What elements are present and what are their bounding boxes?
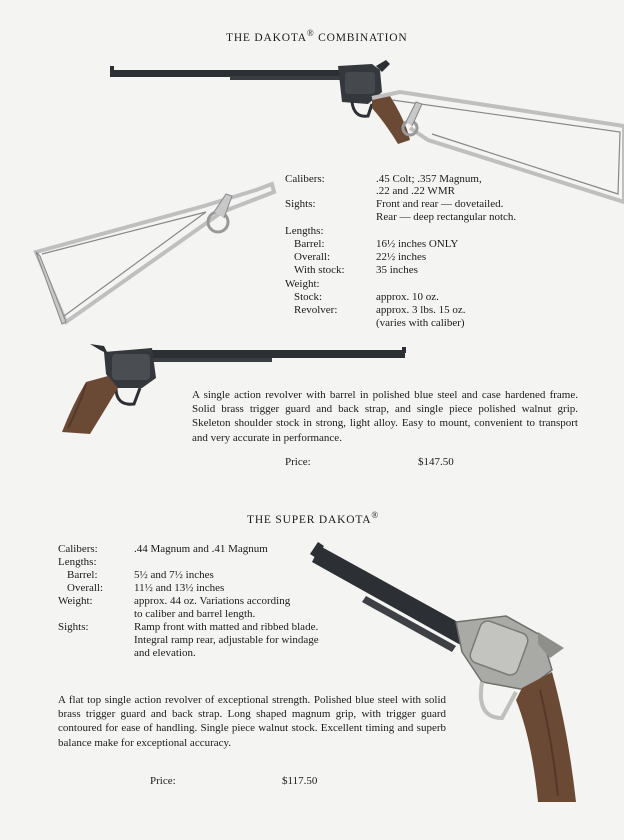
super-dakota-description: A flat top single action revolver of exceptional strength. Polished blue steel with solid brass trigger guard and back strap. Long shaped magnum grip, with trigger guard contoured for ease of handling. Single piece walnut stock. Excellent timing and superb balance make for exceptional accuracy. [58,694,446,749]
sights-value-cont: Integral ramp rear, adjustable for windage [134,634,319,646]
title-suffix: COMBINATION [314,31,408,44]
with-stock-label: With stock: [294,264,345,276]
revolver-weight-value: approx. 3 lbs. 15 oz. [376,304,466,316]
sights-value-cont-2: and elevation. [134,647,196,659]
title-text: THE DAKOTA [226,31,307,44]
overall-label: Overall: [294,251,331,263]
calibers-value: .44 Magnum and .41 Magnum [134,543,268,555]
overall-value: 11½ and 13½ inches [134,582,225,594]
dakota-combination-specs [285,173,585,333]
lengths-label: Lengths: [285,225,324,237]
calibers-label: Calibers: [285,173,325,185]
dakota-combination-price-value: $147.50 [418,456,454,468]
weight-value-cont: to caliber and barrel length. [134,608,256,620]
overall-value: 22½ inches [376,251,427,263]
with-stock-value: 35 inches [376,264,418,276]
stock-weight-value: approx. 10 oz. [376,291,439,303]
revolver-weight-note: (varies with caliber) [376,317,465,329]
weight-value: approx. 44 oz. Variations according [134,595,291,607]
lengths-label: Lengths: [58,556,97,568]
barrel-label: Barrel: [67,569,98,581]
super-dakota-price-label: Price: [150,775,176,787]
sights-value-cont: Rear — deep rectangular notch. [376,211,517,223]
super-dakota-title [247,510,379,526]
weight-label: Weight: [285,278,320,290]
sights-value: Front and rear — dovetailed. [376,198,504,210]
revolver-weight-label: Revolver: [294,304,338,316]
title-text: THE SUPER DAKOTA [247,513,372,526]
dakota-combination-price-label: Price: [285,456,311,468]
barrel-value: 5½ and 7½ inches [134,569,214,581]
registered-mark: ® [371,510,379,520]
stock-weight-label: Stock: [294,291,323,303]
barrel-value: 16½ inches ONLY [376,238,459,250]
sights-label: Sights: [58,621,89,633]
sights-value: Ramp front with matted and ribbed blade. [134,621,319,633]
dakota-combination-title [226,28,407,44]
dakota-combination-description: A single action revolver with barrel in polished blue steel and case hardened frame. Solid brass trigger guard and back strap, and single piece polished walnut grip. Skeleton shoulder stock in strong, light alloy. Easy to mount, convenient to transport and very accurate in performance. [192,389,578,444]
calibers-value: .45 Colt; .357 Magnum, [376,173,482,185]
calibers-label: Calibers: [58,543,98,555]
calibers-value-cont: .22 and .22 WMR [376,185,455,197]
weight-label: Weight: [58,595,93,607]
sights-label: Sights: [285,198,316,210]
overall-label: Overall: [67,582,104,594]
registered-mark: ® [306,28,315,38]
super-dakota-price-value: $117.50 [282,775,318,787]
skeleton-stock-image [36,176,276,324]
super-dakota-revolver-image [306,540,586,808]
barrel-label: Barrel: [294,238,325,250]
